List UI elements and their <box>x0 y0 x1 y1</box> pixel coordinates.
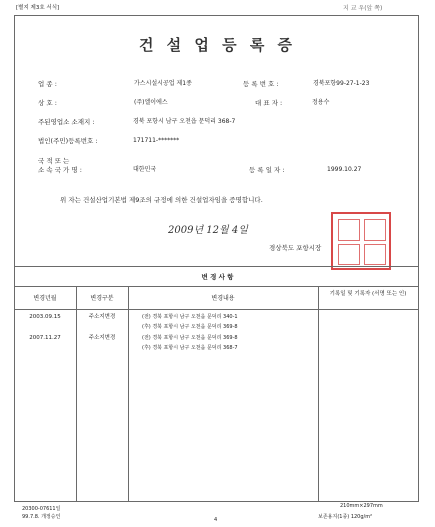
corporate-number-label: 법인(주민)등록번호 : <box>38 137 98 145</box>
header-recorder: 기록일 및 기록자 (서명 또는 인) <box>329 291 407 297</box>
issuer-name: 경상북도 포항시장 <box>269 244 322 252</box>
registration-date-label: 등 록 일 자 : <box>249 166 285 174</box>
corporate-number-value: 171711-******* <box>133 137 180 144</box>
header-change-type: 변경구분 <box>90 295 114 302</box>
header-row-border <box>14 309 419 310</box>
row1-content-after: (후) 경북 포항시 남구 오천읍 문덕리 369-8 <box>142 324 238 330</box>
row1-type: 주소지변경 <box>88 314 116 320</box>
address-value: 경북 포항시 남구 오천읍 문덕리 368-7 <box>133 118 236 125</box>
row2-date: 2007.11.27 <box>29 335 61 341</box>
footer-paper-type: 보존용지(1종) 120g/m² <box>318 514 373 520</box>
form-number-label: [별지 제3호 서식] <box>16 5 60 11</box>
business-type-value: 가스시설시공업 제1종 <box>134 80 192 87</box>
row2-content-after: (후) 경북 포항시 남구 오천읍 문덕리 368-7 <box>142 345 238 351</box>
form-side-label: 지 교 우(앞 쪽) <box>343 5 383 12</box>
column-divider-2 <box>128 286 129 502</box>
footer-revision: 99.7.8. 개정승인 <box>22 514 61 520</box>
header-change-content: 변경내용 <box>211 295 235 302</box>
column-divider-3 <box>318 286 319 502</box>
row1-content-before: (전) 경북 포항시 남구 오천읍 문덕리 340-1 <box>142 314 238 320</box>
nationality-value: 대한민국 <box>133 166 157 173</box>
business-type-label: 업 종 : <box>38 80 57 88</box>
registration-date-value: 1999.10.27 <box>327 166 362 173</box>
ceo-label: 대 표 자 : <box>255 99 283 107</box>
official-seal-stamp <box>331 212 391 270</box>
changes-section-top-border <box>14 266 419 267</box>
ceo-value: 정용수 <box>312 99 330 106</box>
nationality-label-line1: 국 적 또 는 <box>38 157 70 165</box>
registration-number-value: 경북포항99-27-1-23 <box>313 80 370 87</box>
nationality-label-line2: 소 속 국 가 명 : <box>38 166 82 174</box>
signature-date: 2009년 12월 4일 <box>168 225 248 236</box>
registration-number-label: 등 록 번 호 : <box>243 80 279 88</box>
row2-content-before: (전) 경북 포항시 남구 오천읍 문덕리 369-8 <box>142 335 238 341</box>
address-label: 주된영업소 소재지 : <box>38 118 95 126</box>
company-name-value: (주)엘이에스 <box>134 99 168 106</box>
certification-text: 위 자는 건설산업기본법 제9조의 규정에 의한 건설업자임을 증명합니다. <box>60 196 263 204</box>
header-change-date: 변경년월 <box>33 295 57 302</box>
footer-paper-size: 210mm×297mm <box>340 503 383 509</box>
footer-form-code: 20300-07611일 <box>22 506 61 512</box>
company-name-label: 상 호 : <box>38 99 57 107</box>
row2-type: 주소지변경 <box>88 335 116 341</box>
footer-page-mark: 4 <box>214 517 218 523</box>
changes-title-border <box>14 286 419 287</box>
row1-date: 2003.09.15 <box>29 314 61 320</box>
page-title: 건 설 업 등 록 증 <box>138 36 297 54</box>
changes-section-title: 변 경 사 항 <box>201 273 234 281</box>
